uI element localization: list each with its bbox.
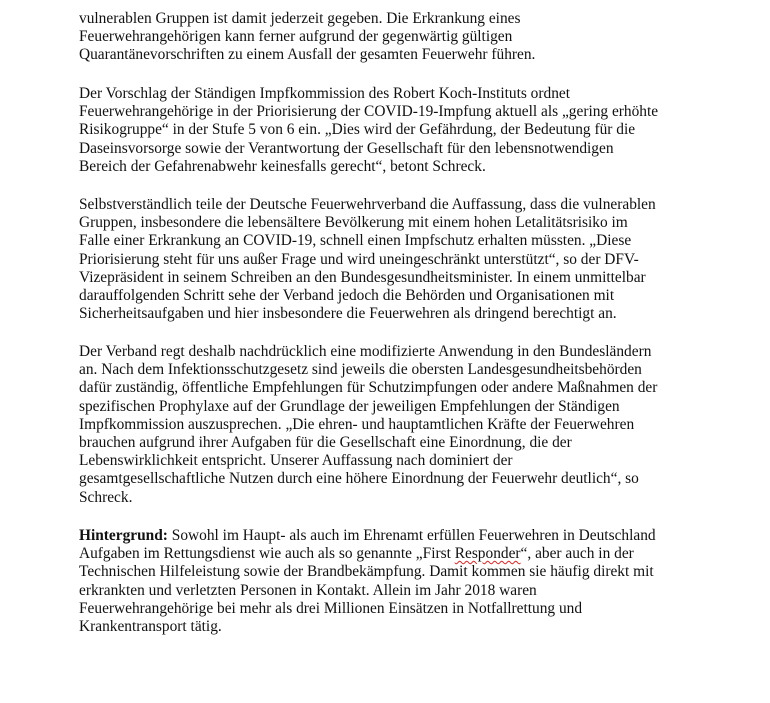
spellcheck-flagged-word[interactable]: Responder [454, 545, 521, 563]
text-line: Impfkommission auszusprechen. „Die ehren- und hauptamtlichen Kräfte der Feuerwehren [79, 415, 635, 433]
text-line: Feuerwehrangehörigen kann ferner aufgrund der gegenwärtig gültigen [79, 28, 513, 46]
text-line: Selbstverständlich teile der Deutsche Feuerwehrverband die Auffassung, dass die vulnerablen [79, 196, 656, 213]
text-line: vulnerablen Gruppen ist damit jederzeit gegeben. Die Erkrankung eines [79, 10, 521, 27]
paragraph-federal-states [79, 343, 699, 507]
text-line: brauchen aufgrund ihrer Aufgaben für die Gesellschaft eine Einordnung, die der [79, 433, 572, 451]
text-line: erkrankten und verletzten Personen in Kontakt. Allein im Jahr 2018 waren [79, 581, 537, 599]
text-line: Der Vorschlag der Ständigen Impfkommission des Robert Koch-Instituts ordnet [79, 85, 571, 102]
text-line: Feuerwehrangehörige bei mehr als drei Millionen Einsätzen in Notfallrettung und [79, 599, 583, 617]
text-segment: Aufgaben im Rettungsdienst wie auch als so genannte „First [79, 545, 455, 563]
text-line: Schreck. [79, 488, 133, 506]
text-line: Technischen Hilfeleistung sowie der Brandbekämpfung. Damit kommen sie häufig direkt mit [79, 563, 654, 581]
text-line: Bereich der Gefahrenabwehr keinesfalls gerecht“, betont Schreck. [79, 157, 486, 175]
text-line: spezifischen Prophylaxe auf der Grundlage der jeweiligen Empfehlungen der Ständigen [79, 397, 620, 415]
paragraph-background [79, 527, 699, 636]
text-line: Risikogruppe“ in der Stufe 5 von 6 ein. „Dies wird der Gefährdung, der Bedeutung für die [79, 121, 636, 139]
paragraph-stiko-proposal [79, 85, 699, 176]
text-segment: Sowohl im Haupt- als auch im Ehrenamt erfüllen Feuerwehren in Deutschland [167, 527, 656, 544]
text-line: Der Verband regt deshalb nachdrücklich eine modifizierte Anwendung in den Bundesländern [79, 343, 652, 360]
text-line: gesamtgesellschaftliche Nutzen durch eine höhere Einordnung der Feuerwehr deutlich“, so [79, 470, 639, 488]
text-line: Vizepräsident in seinem Schreiben an den Bundesgesundheitsminister. In einem unmittelbar [79, 268, 646, 286]
text-line: Quarantänevorschriften zu einem Ausfall der gesamten Feuerwehr führen. [79, 46, 536, 64]
paragraph-quarantine [79, 10, 699, 65]
text-line: an. Nach dem Infektionsschutzgesetz sind jeweils die obersten Landesgesundheitsbehörden [79, 361, 642, 379]
text-line [79, 545, 699, 563]
text-line [79, 527, 699, 545]
text-line: Gruppen, insbesondere die lebensältere Bevölkerung mit einem hohen Letalitätsrisiko im [79, 214, 628, 232]
text-line: Feuerwehrangehörige in der Priorisierung der COVID-19-Impfung aktuell als „gering erhöhte [79, 103, 659, 121]
text-line: darauffolgenden Schritt sehe der Verband jedoch die Behörden und Organisationen mit [79, 286, 615, 304]
text-line: Krankentransport tätig. [79, 617, 222, 635]
text-segment: “, aber auch in der [520, 545, 634, 563]
text-line: Sicherheitsaufgaben und hier insbesondere die Feuerwehren als dringend berechtigt an. [79, 305, 617, 323]
text-line: Priorisierung steht für uns außer Frage und wird uneingeschränkt unterstützt“, so der DFV- [79, 250, 639, 268]
background-heading: Hintergrund: [79, 527, 168, 544]
text-line: Daseinsvorsorge sowie der Verantwortung der Gesellschaft für den lebensnotwendigen [79, 139, 614, 157]
paragraph-vulnerable-groups [79, 196, 699, 323]
text-line: Falle einer Erkrankung an COVID-19, schnell einen Impfschutz erhalten müssten. „Diese [79, 232, 632, 250]
text-line: Lebenswirklichkeit entspricht. Unserer Auffassung nach dominiert der [79, 452, 513, 470]
text-line: dafür zuständig, öffentliche Empfehlungen für Schutzimpfungen oder andere Maßnahmen der [79, 379, 658, 397]
